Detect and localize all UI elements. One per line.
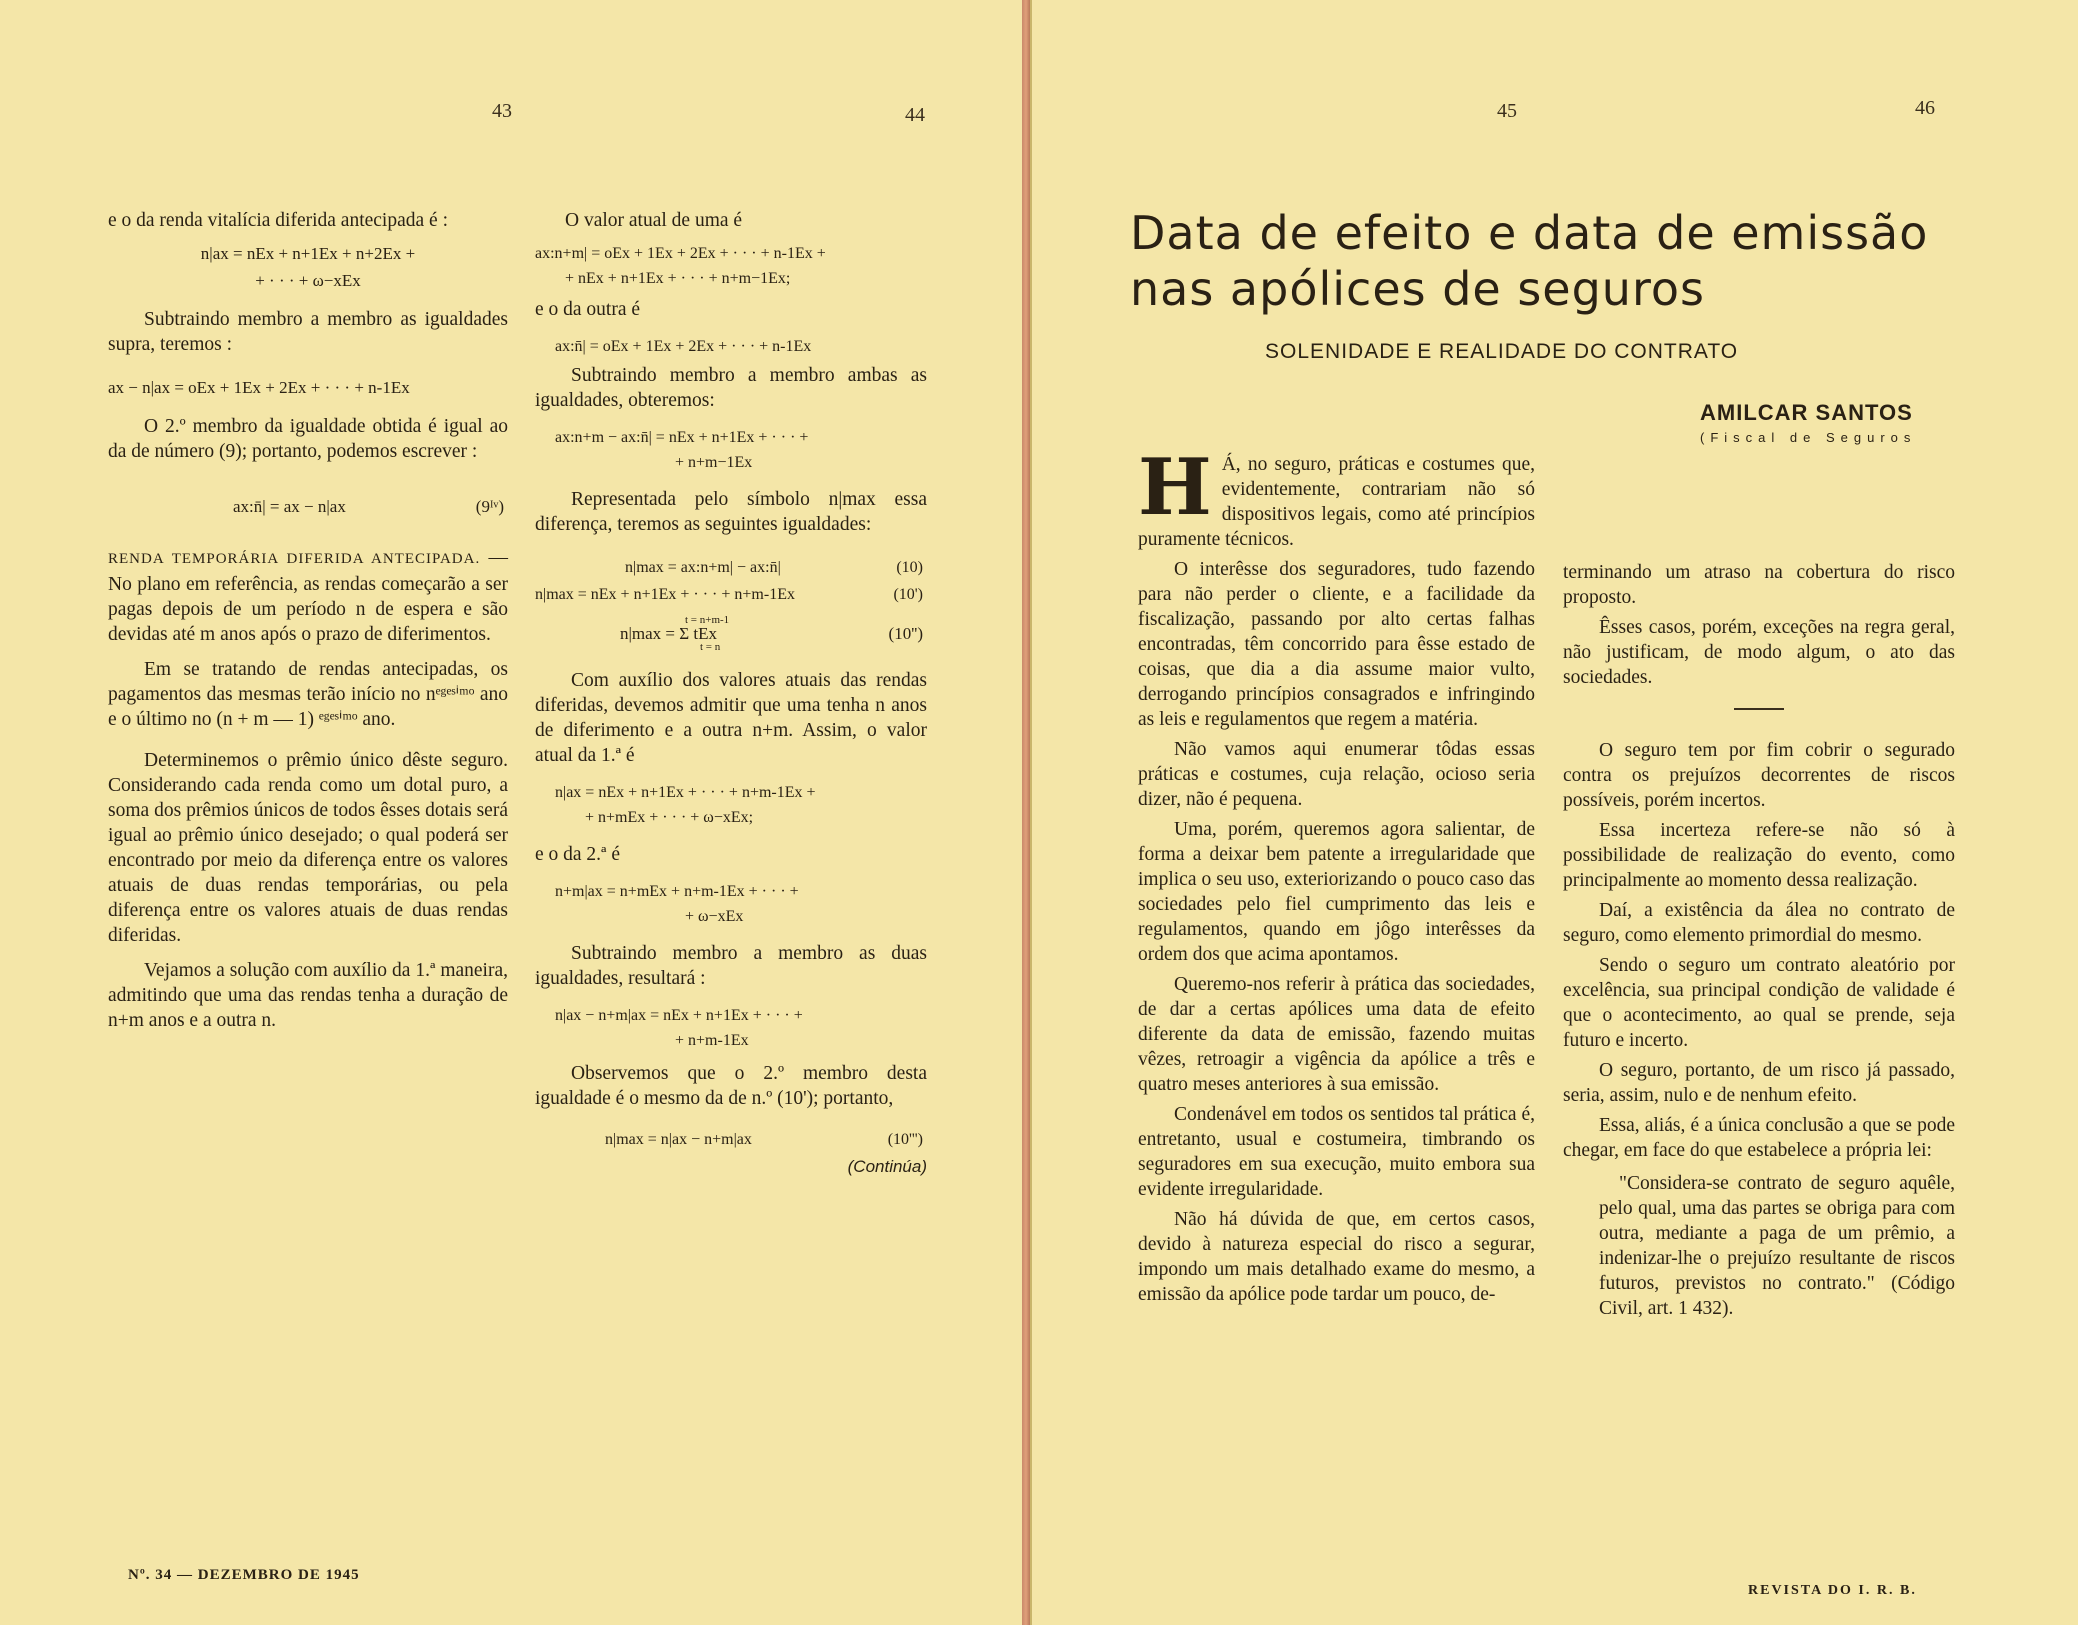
paragraph: Êsses casos, porém, exceções na regra geral, não justificam, de modo algum, o ato das sociedades. xyxy=(1563,617,1955,688)
sum-lower-limit: t = n xyxy=(700,641,721,653)
equation: n|max = n|ax − n+m|ax xyxy=(605,1131,752,1148)
equation: n|ax − n+m|ax = nEx + n+1Ex + · · · + xyxy=(555,1007,803,1024)
equation: + nEx + n+1Ex + · · · + n+m−1Ex; xyxy=(565,270,791,287)
equation: ax:n+m − ax:n̄| = nEx + n+1Ex + · · · + xyxy=(555,429,809,446)
paragraph: e o da renda vitalícia diferida antecipada é : xyxy=(108,210,448,231)
paragraph-text: Á, no seguro, práticas e costumes que, evidentemente, contrariam não só dispositivos legais, como até princípios puramente técnicos. xyxy=(1138,454,1535,550)
equation-10 xyxy=(625,555,927,580)
equation: ax:n̄| = oEx + 1Ex + 2Ex + · · · + n-1Ex xyxy=(555,338,812,355)
equation-10-triple-prime xyxy=(605,1127,927,1152)
footer-magazine: REVISTA DO I. R. B. xyxy=(1748,1583,1917,1598)
paragraph: Subtraindo membro a membro ambas as igualdades, obteremos: xyxy=(535,365,927,411)
page-number-45: 45 xyxy=(1497,100,1517,122)
paragraph: Essa incerteza refere-se não só à possibilidade de realização do evento, como principalmente ao momento dessa realização. xyxy=(1563,820,1955,891)
page-number-46: 46 xyxy=(1915,97,1935,119)
paragraph: Observemos que o 2.º membro desta igualdade é o mesmo da de n.º (10'); portanto, xyxy=(535,1063,927,1109)
equation: ax:n̄| = ax − n|ax xyxy=(233,497,346,516)
equation-9iv xyxy=(108,494,508,519)
right-column-2 xyxy=(1563,560,1955,1321)
left-page xyxy=(0,0,1024,1625)
equation-number: (10''') xyxy=(887,1131,923,1148)
equation: + ω−xEx xyxy=(685,908,744,925)
paragraph: Em se tratando de rendas antecipadas, os pagamentos das mesmas terão início no nᵉᵍᵉˢⁱᵐᵒ ano e o último no (n + m — 1) ᵉᵍᵉˢⁱᵐᵒ ano. xyxy=(108,659,508,730)
paragraph: e o da 2.ª é xyxy=(535,844,620,865)
paragraph: Não há dúvida de que, em certos casos, devido à natureza especial do risco a segurar, impondo um mais detalhado exame do mesmo, a emissão da apólice pode tardar um pouco, de- xyxy=(1138,1209,1535,1305)
page-number-43: 43 xyxy=(492,100,512,122)
paragraph: Uma, porém, queremos agora salientar, de forma a deixar bem patente a irregularidade que implica o seu uso, exteriorizando o pouco caso das sociedades pelo fiel cumprimento das leis e regulamentos, quando em jôgo interêsses da ordem dos que acima apontamos. xyxy=(1138,819,1535,965)
equation: + · · · + ω−xEx xyxy=(255,271,361,290)
section-divider xyxy=(1734,708,1784,710)
page-number-44: 44 xyxy=(905,104,925,126)
sum-upper-limit: t = n+m-1 xyxy=(685,614,730,626)
left-column-2 xyxy=(535,208,927,1179)
law-quote xyxy=(1599,1171,1955,1321)
equation: n|ax = nEx + n+1Ex + n+2Ex + xyxy=(200,244,416,263)
left-column-1 xyxy=(108,208,508,1038)
opening-paragraph xyxy=(1138,442,1535,552)
equation: n|max = Σ tEx xyxy=(620,624,718,643)
quote-text: "Considera-se contrato de seguro aquêle, pelo qual, uma das partes se obriga para com outra, mediante a paga de um prêmio, a indenizar-lhe o prejuízo resultante de riscos futuros, previstos no contrato." (Código Civil, art. 1 432). xyxy=(1599,1173,1955,1319)
article-subtitle: SOLENIDADE E REALIDADE DO CONTRATO xyxy=(1265,340,1739,363)
paragraph: Subtraindo membro a membro as igualdades supra, teremos : xyxy=(108,309,508,355)
drop-cap: H xyxy=(1138,442,1212,533)
paragraph: Vejamos a solução com auxílio da 1.ª maneira, admitindo que uma das rendas tenha a duração de n+m anos e a outra n. xyxy=(108,960,508,1031)
paragraph-text: — No plano em referência, as rendas começarão a ser pagas depois de um período n de espera e são devidas até m anos após o prazo de diferimentos. xyxy=(108,547,509,645)
equation: n+m|ax = n+mEx + n+m-1Ex + · · · + xyxy=(555,883,799,900)
paragraph: O seguro tem por fim cobrir o segurado contra os prejuízos decorrentes de riscos possíveis, porém incertos. xyxy=(1563,740,1955,811)
paragraph: Queremo-nos referir à prática das sociedades, de dar a certas apólices uma data de efeito diferente da data de emissão, fazendo muitas vêzes, retroagir a vigência da apólice a três e quatro meses anteriores à sua emissão. xyxy=(1138,974,1535,1095)
equation: + n+m−1Ex xyxy=(675,454,753,471)
equation: ax:n+m| = oEx + 1Ex + 2Ex + · · · + n-1Ex + xyxy=(535,245,826,262)
footer-issue: Nº. 34 — DEZEMBRO DE 1945 xyxy=(128,1567,360,1583)
equation: + n+m-1Ex xyxy=(675,1032,749,1049)
paragraph: e o da outra é xyxy=(535,299,641,320)
paragraph: terminando um atraso na cobertura do risco proposto. xyxy=(1563,562,1955,608)
paragraph: O 2.º membro da igualdade obtida é igual ao da de número (9); portanto, podemos escrever : xyxy=(108,416,508,462)
paragraph: Representada pelo símbolo n|max essa diferença, teremos as seguintes igualdades: xyxy=(535,489,927,535)
paragraph: O valor atual de uma é xyxy=(565,210,743,231)
article-title: Data de efeito e data de emissão nas apólices de seguros xyxy=(1130,206,1929,316)
equation-number: (10') xyxy=(893,586,923,603)
paragraph: O seguro, portanto, de um risco já passado, seria, assim, nulo e de nenhum efeito. xyxy=(1563,1060,1955,1106)
right-column-1 xyxy=(1138,442,1535,1312)
paragraph: Daí, a existência da álea no contrato de seguro, como elemento primordial do mesmo. xyxy=(1563,900,1955,946)
paragraph: Subtraindo membro a membro as duas igualdades, resultará : xyxy=(535,943,927,989)
paragraph: Essa, aliás, é a única conclusão a que se pode chegar, em face do que estabelece a própria lei: xyxy=(1563,1115,1955,1161)
equation: + n+mEx + · · · + ω−xEx; xyxy=(585,809,754,826)
section-heading: RENDA TEMPORÁRIA DIFERIDA ANTECIPADA. xyxy=(108,551,481,567)
equation-number: (9ᴵᵛ) xyxy=(475,497,504,516)
paragraph: O interêsse dos seguradores, tudo fazendo para não perder o cliente, e a facilidade da fiscalização, passando por alto certas falhas encontradas, têm concorrido para êsse estado de coisas, que dia a dia assume maior vulto, derrogando princípios consagrados e infringindo as leis e regulamentos que regem a matéria. xyxy=(1138,559,1535,730)
section-paragraph xyxy=(108,545,508,647)
continued-marker: (Continúa) xyxy=(847,1157,927,1176)
paragraph: Sendo o seguro um contrato aleatório por excelência, sua principal condição de validade é que o acontecimento, ao qual se prende, seja futuro e incerto. xyxy=(1563,955,1955,1051)
equation: ax − n|ax = oEx + 1Ex + 2Ex + · · · + n-1Ex xyxy=(108,378,410,397)
equation: n|max = ax:n+m| − ax:n̄| xyxy=(625,559,781,576)
paragraph: Com auxílio dos valores atuais das rendas diferidas, devemos admitir que uma tenha n anos de diferimento e a outra n+m. Assim, o valor atual da 1.ª é xyxy=(535,670,927,766)
paragraph: Não vamos aqui enumerar tôdas essas práticas e costumes, cuja relação, ocioso seria dizer, não é pequena. xyxy=(1138,739,1535,810)
paragraph: Condenável em todos os sentidos tal prática é, entretanto, usual e costumeira, timbrando os seguradores em sua execução, muito embora sua evidente irregularidade. xyxy=(1138,1104,1535,1200)
equation-number: (10'') xyxy=(888,624,923,643)
equation: n|ax = nEx + n+1Ex + · · · + n+m-1Ex + xyxy=(555,784,816,801)
author-role: (Fiscal de Seguros xyxy=(1700,430,1917,445)
book-gutter xyxy=(1022,0,1030,1625)
equation-10-prime xyxy=(535,582,927,607)
paragraph: Determinemos o prêmio único dêste seguro. Considerando cada renda como um dotal puro, a soma dos prêmios únicos de todos êsses dotais será igual ao prêmio único desejado; o qual poderá ser encontrado por meio da diferença entre os valores atuais de duas rendas temporárias, ou pela diferença entre os valores atuais de duas rendas diferidas. xyxy=(108,750,508,946)
equation: n|max = nEx + n+1Ex + · · · + n+m-1Ex xyxy=(535,586,795,603)
article-author: AMILCAR SANTOS xyxy=(1700,400,1913,425)
equation-number: (10) xyxy=(896,559,923,576)
